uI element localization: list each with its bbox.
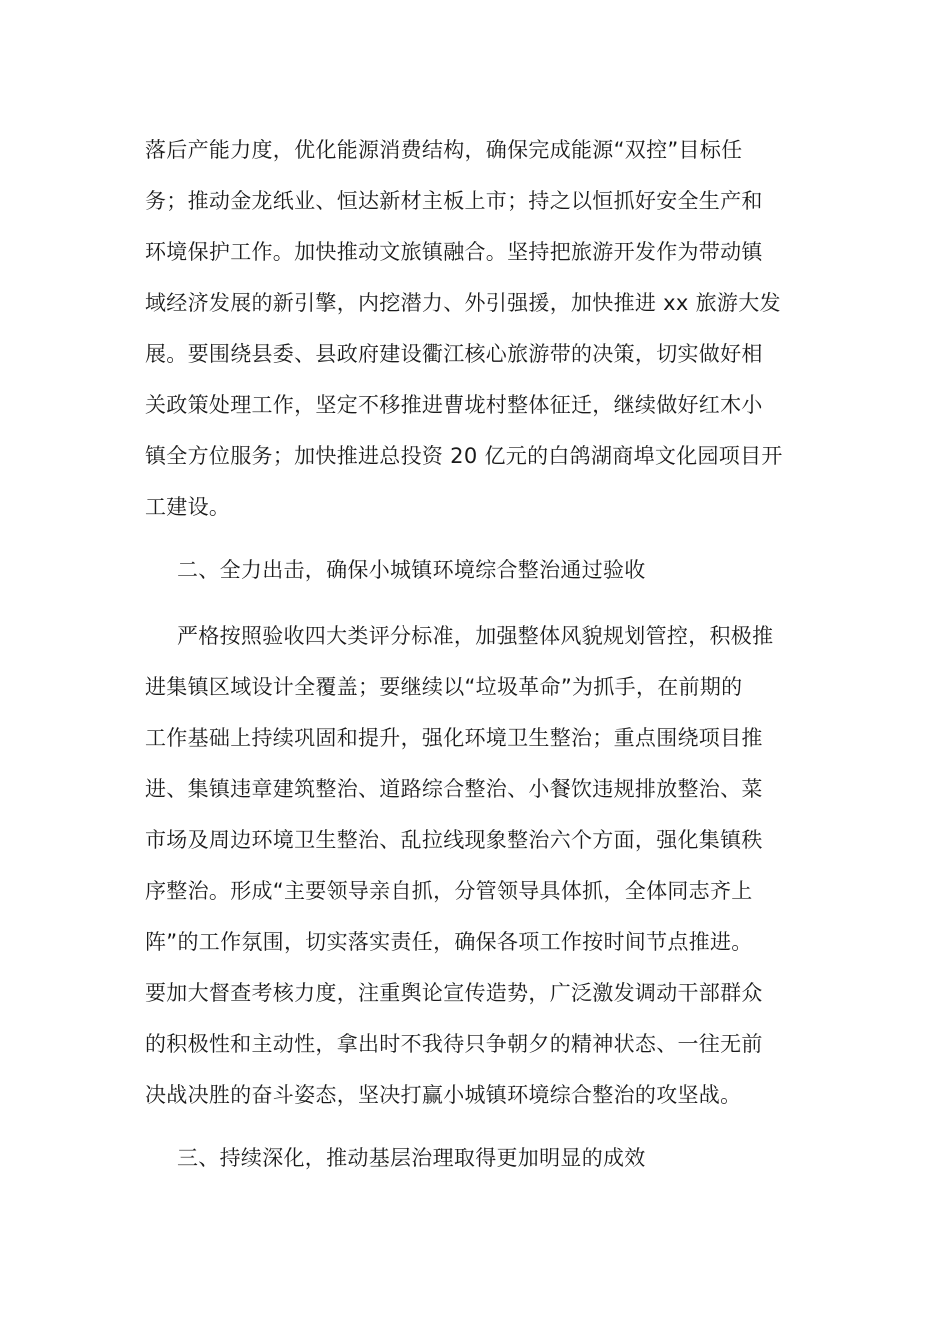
paragraph-line: 关政策处理工作，坚定不移推进曹垅村整体征迁，继续做好红木小 [145, 393, 763, 417]
paragraph-line: 市场及周边环境卫生整治、乱拉线现象整治六个方面，强化集镇秩 [145, 828, 763, 852]
paragraph-line: 进、集镇违章建筑整治、道路综合整治、小餐饮违规排放整治、菜 [145, 777, 763, 801]
paragraph-line: 工建设。 [145, 495, 231, 519]
paragraph-line: 镇全方位服务；加快推进总投资 20 亿元的白鸽湖商埠文化园项目开 [145, 444, 783, 468]
paragraph-line: 展。要围绕县委、县政府建设衢江核心旅游带的决策，切实做好相 [145, 342, 763, 366]
section-heading-3: 三、持续深化，推动基层治理取得更加明显的成效 [177, 1146, 646, 1170]
paragraph-line: 决战决胜的奋斗姿态，坚决打赢小城镇环境综合整治的攻坚战。 [145, 1083, 742, 1107]
paragraph-line: 务；推动金龙纸业、恒达新材主板上市；持之以恒抓好安全生产和 [145, 189, 763, 213]
paragraph-line: 严格按照验收四大类评分标准，加强整体风貌规划管控，积极推 [177, 624, 774, 648]
paragraph-line: 的积极性和主动性，拿出时不我待只争朝夕的精神状态、一往无前 [145, 1032, 763, 1056]
paragraph-line: 域经济发展的新引擎，内挖潜力、外引强援，加快推进 xx 旅游大发 [145, 291, 781, 315]
paragraph-line: 落后产能力度，优化能源消费结构，确保完成能源“双控”目标任 [145, 138, 743, 162]
section-heading-2: 二、全力出击，确保小城镇环境综合整治通过验收 [177, 558, 646, 582]
paragraph-line: 要加大督查考核力度，注重舆论宣传造势，广泛激发调动干部群众 [145, 981, 763, 1005]
paragraph-line: 进集镇区域设计全覆盖；要继续以“垃圾革命”为抓手，在前期的 [145, 675, 743, 699]
paragraph-line: 序整治。形成“主要领导亲自抓，分管领导具体抓，全体同志齐上 [145, 879, 753, 903]
paragraph-line: 环境保护工作。加快推动文旅镇融合。坚持把旅游开发作为带动镇 [145, 240, 763, 264]
paragraph-line: 工作基础上持续巩固和提升，强化环境卫生整治；重点围绕项目推 [145, 726, 763, 750]
paragraph-line: 阵”的工作氛围，切实落实责任，确保各项工作按时间节点推进。 [145, 930, 753, 954]
